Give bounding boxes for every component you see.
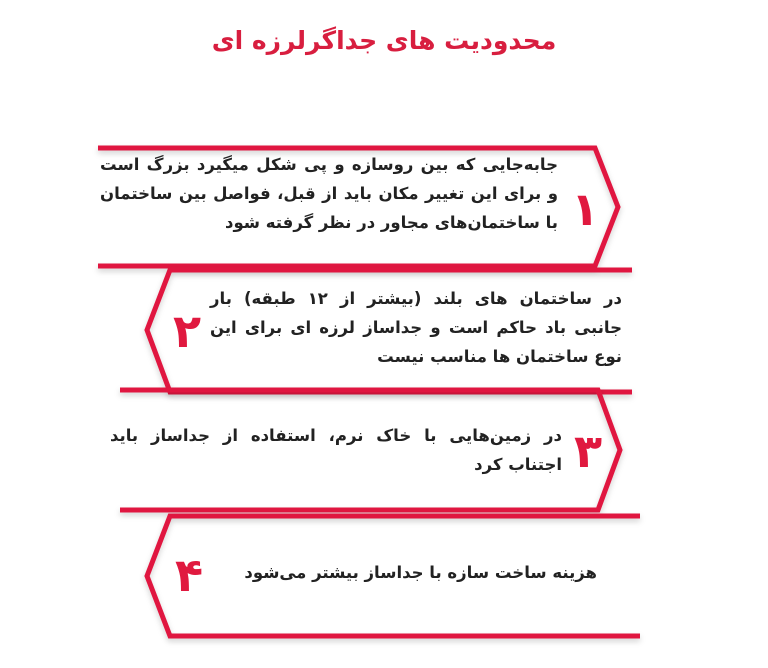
item-3-text: در زمین‌هایی با خاک نرم، استفاده از جداساز باید اجتناب کرد [110, 426, 562, 474]
page-title: محدودیت های جداگرلرزه ای [211, 26, 557, 55]
item-2-text: در ساختمان های بلند (بیشتر از ۱۲ طبقه) بار جانبی باد حاکم است و جداساز لرزه ای برای این نوع ساختمان ها مناسب نیست [210, 289, 622, 366]
item-1-number: ۱ [570, 182, 600, 236]
item-2-number: ۲ [172, 304, 202, 358]
item-1-text: جابه‌جایی که بین روسازه و پی شکل میگیرد بزرگ است و برای این تغییر مکان باید از قبل، فواصل بین ساختمان با ساختمان‌های مجاور در نظر گرفته شود [100, 155, 558, 232]
item-4-text: هزینه ساخت سازه با جداساز بیشتر می‌شود [244, 563, 597, 582]
item-3-number: ۳ [573, 424, 603, 478]
item-4-number: ۴ [174, 548, 204, 602]
